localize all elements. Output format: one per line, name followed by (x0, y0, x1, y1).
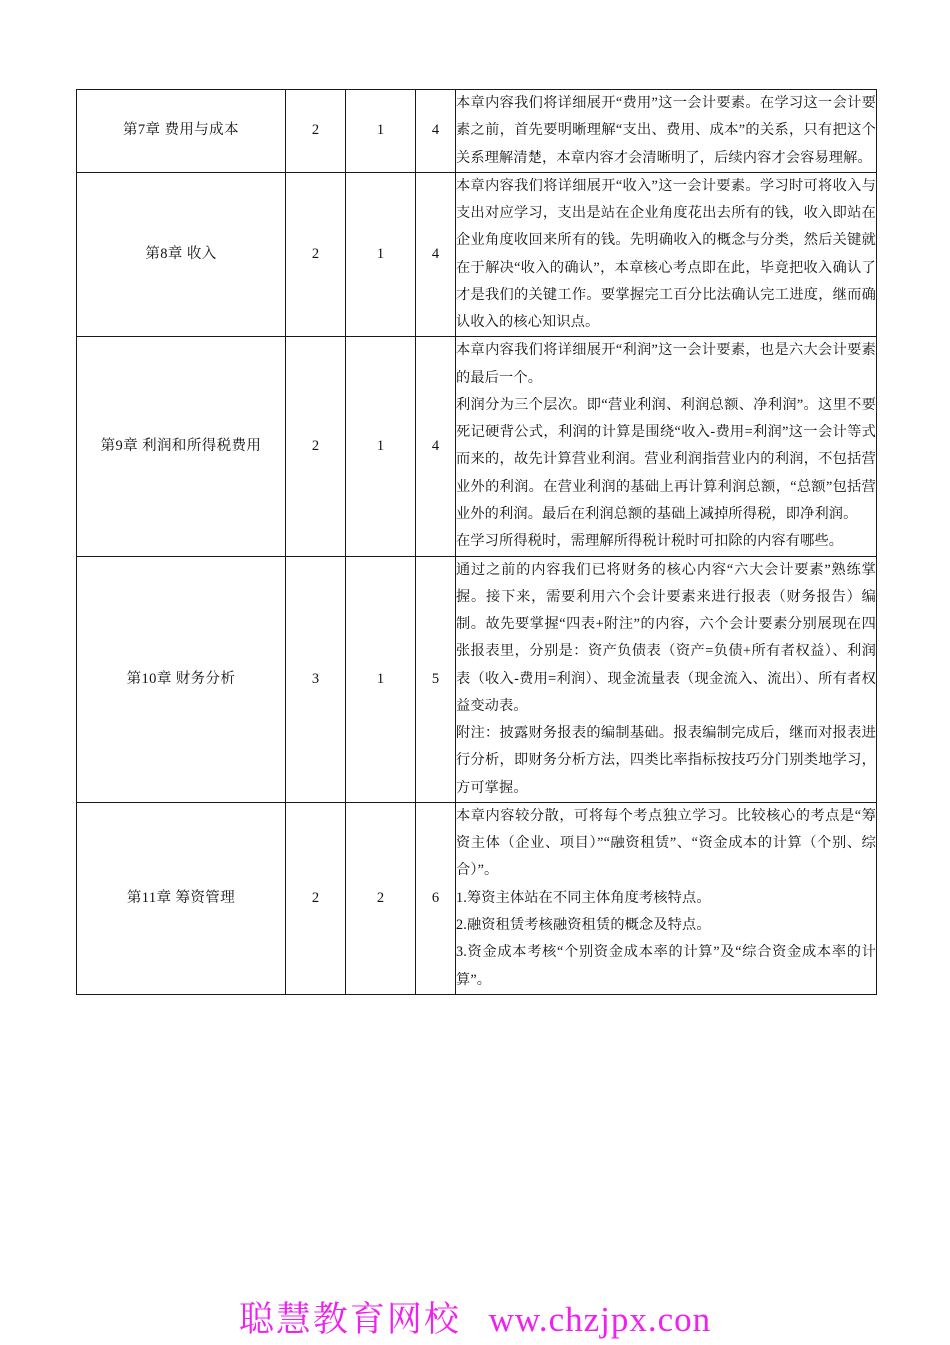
syllabus-table (76, 89, 877, 995)
chapter-metric-1: 2 (286, 337, 346, 556)
chapter-name-cell: 第11章 筹资管理 (77, 802, 286, 994)
chapter-metric-1: 2 (286, 172, 346, 337)
description-text (456, 90, 876, 172)
chapter-metric-1: 2 (286, 90, 346, 173)
table-row (77, 172, 877, 337)
description-paragraph: 本章内容较分散，可将每个考点独立学习。比较核心的考点是“筹资主体（企业、项目）”“融资租赁”、“资金成本的计算（个别、综合）”。 (456, 807, 876, 879)
chapter-name-cell: 第10章 财务分析 (77, 556, 286, 802)
table-row (77, 556, 877, 802)
watermark-site-name: 聪慧教育网校 (238, 1300, 461, 1339)
description-text (456, 337, 876, 555)
description-paragraph: 本章内容我们将详细展开“收入”这一会计要素。学习时可将收入与支出对应学习，支出是站在企业角度花出去所有的钱，收入即站在企业角度收回来所有的钱。先明确收入的概念与分类，然后关键就在于解决“收入的确认”，本章核心考点即在此，毕竟把收入确认了才是我们的关键工作。要掌握完工百分比法确认完工进度，继而确认收入的核心知识点。 (456, 177, 876, 331)
description-paragraph: 通过之前的内容我们已将财务的核心内容“六大会计要素”熟练掌握。接下来，需要利用六个会计要素来进行报表（财务报告）编制。故先要掌握“四表+附注”的内容，六个会计要素分别展现在四张报表里，分别是：资产负债表（资产=负债+所有者权益）、利润表（收入-费用=利润）、现金流量表（现金流入、流出）、所有者权益变动表。 (456, 561, 876, 714)
footer-watermark (0, 1292, 950, 1342)
chapter-metric-2: 1 (346, 556, 416, 802)
table-row (77, 337, 877, 556)
description-text (456, 173, 876, 337)
chapter-name-cell: 第7章 费用与成本 (77, 90, 286, 173)
description-paragraph: 1.筹资主体站在不同主体角度考核特点。 (456, 889, 711, 906)
description-paragraph: 2.融资租赁考核融资租赁的概念及特点。 (456, 916, 711, 933)
description-text (456, 557, 876, 802)
description-paragraph: 本章内容我们将详细展开“利润”这一会计要素，也是六大会计要素的最后一个。 (456, 342, 876, 386)
chapter-metric-2: 1 (346, 172, 416, 337)
chapter-description-cell (456, 90, 877, 173)
chapter-metric-2: 1 (346, 337, 416, 556)
chapter-name-cell: 第9章 利润和所得税费用 (77, 337, 286, 556)
description-paragraph: 在学习所得税时，需理解所得税计税时可扣除的内容有哪些。 (456, 533, 844, 550)
watermark-url: ww.chzjpx.con (488, 1300, 712, 1339)
chapter-description-cell (456, 802, 877, 994)
chapter-metric-3: 5 (416, 556, 456, 802)
chapter-description-cell (456, 172, 877, 337)
table-row (77, 802, 877, 994)
description-text (456, 803, 876, 994)
chapter-metric-3: 4 (416, 90, 456, 173)
chapter-description-cell (456, 337, 877, 556)
table-row (77, 90, 877, 173)
chapter-metric-3: 4 (416, 337, 456, 556)
table-body (77, 90, 877, 995)
chapter-metric-2: 2 (346, 802, 416, 994)
chapter-metric-3: 6 (416, 802, 456, 994)
chapter-description-cell (456, 556, 877, 802)
chapter-metric-3: 4 (416, 172, 456, 337)
chapter-name-cell: 第8章 收入 (77, 172, 286, 337)
chapter-metric-1: 3 (286, 556, 346, 802)
description-paragraph: 附注：披露财务报表的编制基础。报表编制完成后，继而对报表进行分析，即财务分析方法，四类比率指标按技巧分门别类地学习，方可掌握。 (456, 725, 876, 796)
description-paragraph: 本章内容我们将详细展开“费用”这一会计要素。在学习这一会计要素之前，首先要明晰理解“支出、费用、成本”的关系，只有把这个关系理解清楚，本章内容才会清晰明了，后续内容才会容易理解。 (456, 95, 876, 166)
chapter-metric-2: 1 (346, 90, 416, 173)
description-paragraph: 利润分为三个层次。即“营业利润、利润总额、净利润”。这里不要死记硬背公式，利润的计算是围绕“收入-费用=利润”这一会计等式而来的，故先计算营业利润。营业利润指营业内的利润，不包括营业外的利润。在营业利润的基础上再计算利润总额，“总额”包括营业外的利润。最后在利润总额的基础上减掉所得税，即净利润。 (456, 396, 876, 522)
description-paragraph: 3.资金成本考核“个别资金成本率的计算”及“综合资金成本率的计算”。 (456, 944, 876, 988)
chapter-metric-1: 2 (286, 802, 346, 994)
